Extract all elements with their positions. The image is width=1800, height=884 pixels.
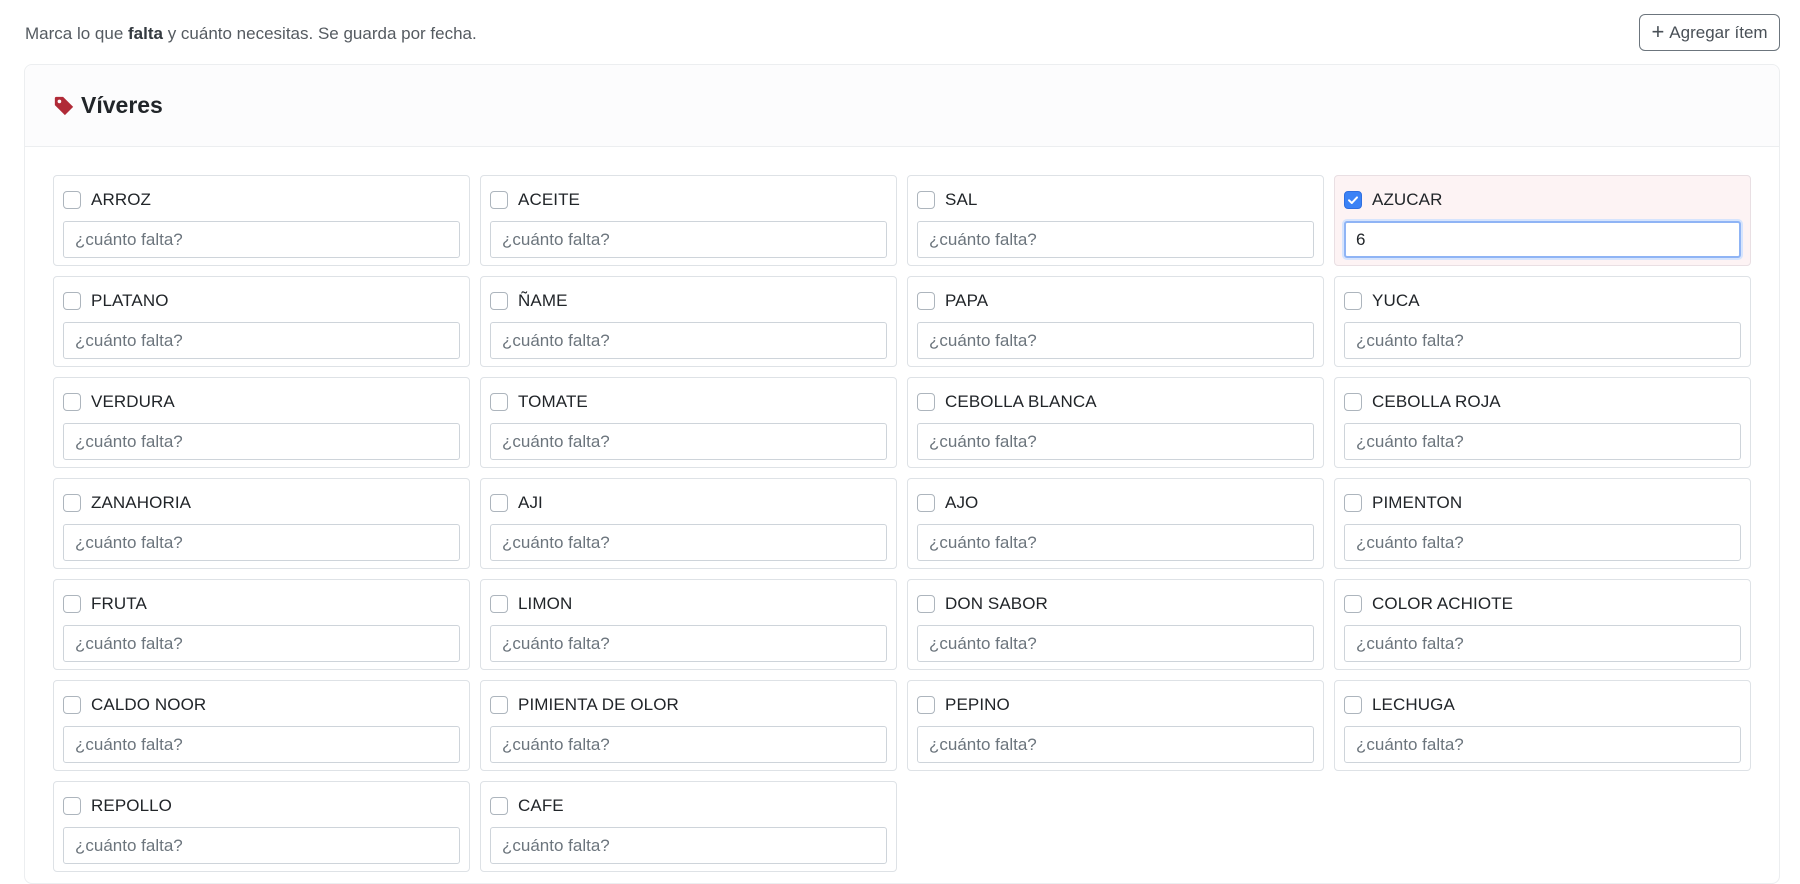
- item-label[interactable]: ÑAME: [518, 291, 568, 310]
- checkbox[interactable]: [490, 494, 508, 512]
- checkbox[interactable]: [1344, 292, 1362, 310]
- quantity-input[interactable]: [917, 322, 1314, 359]
- item-row: [917, 188, 1314, 212]
- checkbox[interactable]: [917, 696, 935, 714]
- item-row: [1344, 693, 1741, 717]
- item-row: [917, 592, 1314, 616]
- item-label[interactable]: PLATANO: [91, 291, 169, 310]
- checkbox[interactable]: [1344, 595, 1362, 613]
- item-label[interactable]: PAPA: [945, 291, 989, 310]
- item-row: [1344, 289, 1741, 313]
- item-label[interactable]: SAL: [945, 190, 978, 209]
- item-row: [917, 491, 1314, 515]
- add-item-button[interactable]: [1639, 14, 1780, 51]
- quantity-input[interactable]: [490, 322, 887, 359]
- item-card-aji: [480, 478, 897, 569]
- item-row: [490, 289, 887, 313]
- checkbox[interactable]: [490, 797, 508, 815]
- item-card-ajo: [907, 478, 1324, 569]
- item-card-limon: [480, 579, 897, 670]
- item-label[interactable]: AJO: [945, 493, 979, 512]
- item-label[interactable]: CEBOLLA ROJA: [1372, 392, 1501, 411]
- tag-icon: [53, 95, 75, 117]
- item-card-pimenton: [1334, 478, 1751, 569]
- item-card-verdura: [53, 377, 470, 468]
- item-row: [1344, 592, 1741, 616]
- quantity-input[interactable]: [1344, 423, 1741, 460]
- item-card-fruta: [53, 579, 470, 670]
- item-label[interactable]: PIMENTON: [1372, 493, 1463, 512]
- checkbox[interactable]: [917, 494, 935, 512]
- checkbox[interactable]: [63, 595, 81, 613]
- item-label[interactable]: ZANAHORIA: [91, 493, 192, 512]
- quantity-input[interactable]: [63, 322, 460, 359]
- checkbox[interactable]: [490, 696, 508, 714]
- quantity-input[interactable]: [490, 423, 887, 460]
- item-card-arroz: [53, 175, 470, 266]
- item-label[interactable]: ACEITE: [518, 190, 581, 209]
- item-label[interactable]: PIMIENTA DE OLOR: [518, 695, 679, 714]
- item-label[interactable]: LIMON: [518, 594, 573, 613]
- item-row: [490, 592, 887, 616]
- item-card-papa: [907, 276, 1324, 367]
- item-card-caldo-noor: [53, 680, 470, 771]
- quantity-input[interactable]: [63, 625, 460, 662]
- quantity-input[interactable]: [1344, 524, 1741, 561]
- quantity-input[interactable]: [490, 827, 887, 864]
- plus-icon: +: [1651, 18, 1665, 44]
- quantity-input[interactable]: [63, 524, 460, 561]
- checkbox[interactable]: [490, 191, 508, 209]
- item-card-zanahoria: [53, 478, 470, 569]
- checkbox[interactable]: [63, 797, 81, 815]
- item-label[interactable]: CEBOLLA BLANCA: [945, 392, 1097, 411]
- add-item-label: Agregar ítem: [1669, 22, 1768, 42]
- checkbox[interactable]: [1344, 494, 1362, 512]
- quantity-input[interactable]: [917, 524, 1314, 561]
- item-row: [490, 188, 887, 212]
- quantity-input[interactable]: [490, 726, 887, 763]
- checkbox-checked[interactable]: [1344, 191, 1362, 209]
- item-row: [63, 491, 460, 515]
- toolbar: [25, 14, 1780, 54]
- quantity-input[interactable]: [1344, 726, 1741, 763]
- item-row: [1344, 491, 1741, 515]
- instructions-after: y cuánto necesitas. Se guarda por fecha.: [162, 24, 477, 43]
- section-title-text: Víveres: [81, 92, 163, 118]
- item-card-yuca: [1334, 276, 1751, 367]
- item-card-cebolla-roja: [1334, 377, 1751, 468]
- item-card-don-sabor: [907, 579, 1324, 670]
- checkbox[interactable]: [917, 595, 935, 613]
- checkbox[interactable]: [1344, 696, 1362, 714]
- quantity-input[interactable]: [63, 221, 460, 258]
- item-row: [490, 693, 887, 717]
- item-row: [917, 693, 1314, 717]
- checkbox[interactable]: [490, 292, 508, 310]
- checkbox[interactable]: [63, 696, 81, 714]
- item-row: [63, 592, 460, 616]
- item-label[interactable]: ARROZ: [91, 190, 151, 209]
- item-label[interactable]: CAFE: [518, 796, 564, 815]
- item-label[interactable]: YUCA: [1372, 291, 1420, 310]
- item-label[interactable]: VERDURA: [91, 392, 175, 411]
- quantity-input[interactable]: [917, 423, 1314, 460]
- item-card-ñame: [480, 276, 897, 367]
- items-grid: [53, 175, 1751, 872]
- quantity-input[interactable]: [917, 625, 1314, 662]
- item-card-tomate: [480, 377, 897, 468]
- item-card-sal: [907, 175, 1324, 266]
- item-row: [63, 794, 460, 818]
- item-row: [63, 390, 460, 414]
- checkbox[interactable]: [917, 191, 935, 209]
- checkbox[interactable]: [917, 292, 935, 310]
- checkbox[interactable]: [63, 494, 81, 512]
- check-icon: [1347, 194, 1359, 206]
- item-row: [63, 289, 460, 313]
- item-card-pepino: [907, 680, 1324, 771]
- item-card-lechuga: [1334, 680, 1751, 771]
- item-row: [490, 794, 887, 818]
- instructions-bold: falta: [128, 24, 163, 43]
- item-card-platano: [53, 276, 470, 367]
- checkbox[interactable]: [63, 191, 81, 209]
- checkbox[interactable]: [1344, 393, 1362, 411]
- item-label[interactable]: FRUTA: [91, 594, 147, 613]
- item-row: [490, 390, 887, 414]
- instructions-text: [25, 24, 477, 44]
- item-row: [63, 693, 460, 717]
- item-label[interactable]: AZUCAR: [1372, 190, 1443, 209]
- item-row: [490, 491, 887, 515]
- item-card-aceite: [480, 175, 897, 266]
- quantity-input[interactable]: [490, 625, 887, 662]
- instructions-before: Marca lo que: [25, 24, 128, 43]
- item-row: [917, 390, 1314, 414]
- quantity-input[interactable]: [917, 726, 1314, 763]
- item-label[interactable]: CALDO NOOR: [91, 695, 207, 714]
- quantity-input[interactable]: [1344, 322, 1741, 359]
- item-card-repollo: [53, 781, 470, 872]
- item-label[interactable]: LECHUGA: [1372, 695, 1455, 714]
- checkbox[interactable]: [63, 393, 81, 411]
- item-card-cafe: [480, 781, 897, 872]
- item-row: [63, 188, 460, 212]
- quantity-input[interactable]: [1344, 625, 1741, 662]
- item-card-cebolla-blanca: [907, 377, 1324, 468]
- item-label[interactable]: DON SABOR: [945, 594, 1048, 613]
- item-row: [917, 289, 1314, 313]
- item-label[interactable]: TOMATE: [518, 392, 588, 411]
- item-row: [1344, 390, 1741, 414]
- item-card-pimienta-de-olor: [480, 680, 897, 771]
- category-card: [24, 64, 1780, 884]
- item-card-azucar: [1334, 175, 1751, 266]
- quantity-input[interactable]: [490, 524, 887, 561]
- quantity-input[interactable]: [490, 221, 887, 258]
- item-row: [1344, 188, 1741, 212]
- quantity-input[interactable]: [63, 726, 460, 763]
- checkbox[interactable]: [490, 393, 508, 411]
- section-title: [53, 92, 163, 119]
- quantity-input[interactable]: [917, 221, 1314, 258]
- item-label[interactable]: REPOLLO: [91, 796, 173, 815]
- checkbox[interactable]: [63, 292, 81, 310]
- quantity-input[interactable]: [1344, 221, 1741, 258]
- item-card-color-achiote: [1334, 579, 1751, 670]
- checkbox[interactable]: [490, 595, 508, 613]
- item-label[interactable]: PEPINO: [945, 695, 1010, 714]
- checkbox[interactable]: [917, 393, 935, 411]
- card-header: [25, 65, 1779, 147]
- item-label[interactable]: COLOR ACHIOTE: [1372, 594, 1514, 613]
- quantity-input[interactable]: [63, 827, 460, 864]
- item-label[interactable]: AJI: [518, 493, 543, 512]
- quantity-input[interactable]: [63, 423, 460, 460]
